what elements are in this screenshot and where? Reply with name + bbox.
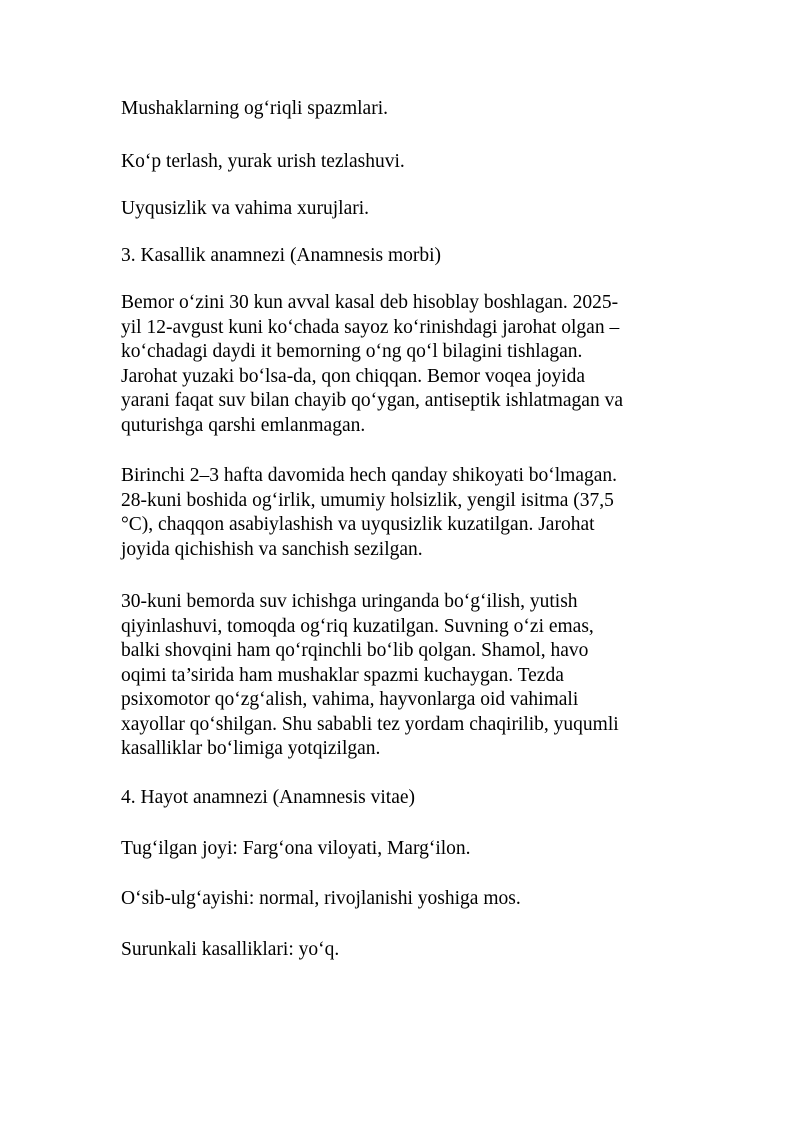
text-line: 28-kuni boshida og‘irlik, umumiy holsizlik, yengil isitma (37,5 (121, 489, 614, 511)
text-line: 30-kuni bemorda suv ichishga uringanda bo‘g‘ilish, yutish (121, 591, 578, 612)
birthplace-paragraph (121, 837, 681, 862)
text-line: °C), chaqqon asabiylashish va uyqusizlik kuzatilgan. Jarohat (121, 514, 595, 535)
text-line: xayollar qo‘shilgan. Shu sababli tez yordam chaqirilib, yuqumli (121, 713, 619, 735)
text-line: Mushaklarning og‘riqli spazmlari. (121, 98, 388, 119)
anamnesis-morbi-paragraph-1 (121, 291, 681, 438)
text-line: qiyinlashuvi, tomoqda og‘riq kuzatilgan. Suvning o‘zi emas, (121, 615, 594, 637)
text-line: Tug‘ilgan joyi: Farg‘ona viloyati, Marg‘ilon. (121, 838, 471, 859)
text-line: Ko‘p terlash, yurak urish tezlashuvi. (121, 151, 405, 172)
text-line: yarani faqat suv bilan chayib qo‘ygan, antiseptik ishlatmagan va (121, 390, 623, 411)
text-line: O‘sib-ulg‘ayishi: normal, rivojlanishi yoshiga mos. (121, 888, 521, 909)
text-line: Jarohat yuzaki bo‘lsa-da, qon chiqqan. Bemor voqea joyida (121, 365, 586, 387)
text-line: 3. Kasallik anamnezi (Anamnesis morbi) (121, 245, 442, 266)
text-line: balki shovqini ham qo‘rqinchli bo‘lib qolgan. Shamol, havo (121, 640, 589, 661)
symptom-paragraph (121, 150, 681, 175)
text-line: Surunkali kasalliklari: yo‘q. (121, 939, 340, 960)
text-line: Birinchi 2–3 hafta davomida hech qanday shikoyati bo‘lmagan. (121, 465, 618, 486)
growth-paragraph (121, 887, 681, 912)
text-line: 4. Hayot anamnezi (Anamnesis vitae) (121, 787, 416, 808)
symptom-paragraph (121, 97, 681, 122)
chronic-diseases-paragraph (121, 938, 681, 963)
anamnesis-morbi-paragraph-2 (121, 464, 681, 562)
section-heading-anamnesis-vitae (121, 786, 681, 811)
symptom-paragraph (121, 197, 681, 222)
text-line: oqimi ta’sirida ham mushaklar spazmi kuchaygan. Tezda (121, 664, 564, 686)
text-line: Uyqusizlik va vahima xurujlari. (121, 198, 370, 219)
text-line: Bemor o‘zini 30 kun avval kasal deb hisoblay boshlagan. 2025- (121, 292, 619, 313)
text-line: kasalliklar bo‘limiga yotqizilgan. (121, 738, 381, 759)
text-line: psixomotor qo‘zg‘alish, vahima, hayvonlarga oid vahimali (121, 689, 579, 710)
anamnesis-morbi-paragraph-3 (121, 590, 681, 762)
text-line: joyida qichishish va sanchish sezilgan. (121, 538, 423, 560)
text-line: yil 12-avgust kuni ko‘chada sayoz ko‘rinishdagi jarohat olgan – (121, 316, 620, 338)
text-line: ko‘chadagi daydi it bemorning o‘ng qo‘l bilagini tishlagan. (121, 341, 583, 362)
text-line: quturishga qarshi emlanmagan. (121, 414, 366, 436)
section-heading-anamnesis-morbi (121, 244, 681, 269)
